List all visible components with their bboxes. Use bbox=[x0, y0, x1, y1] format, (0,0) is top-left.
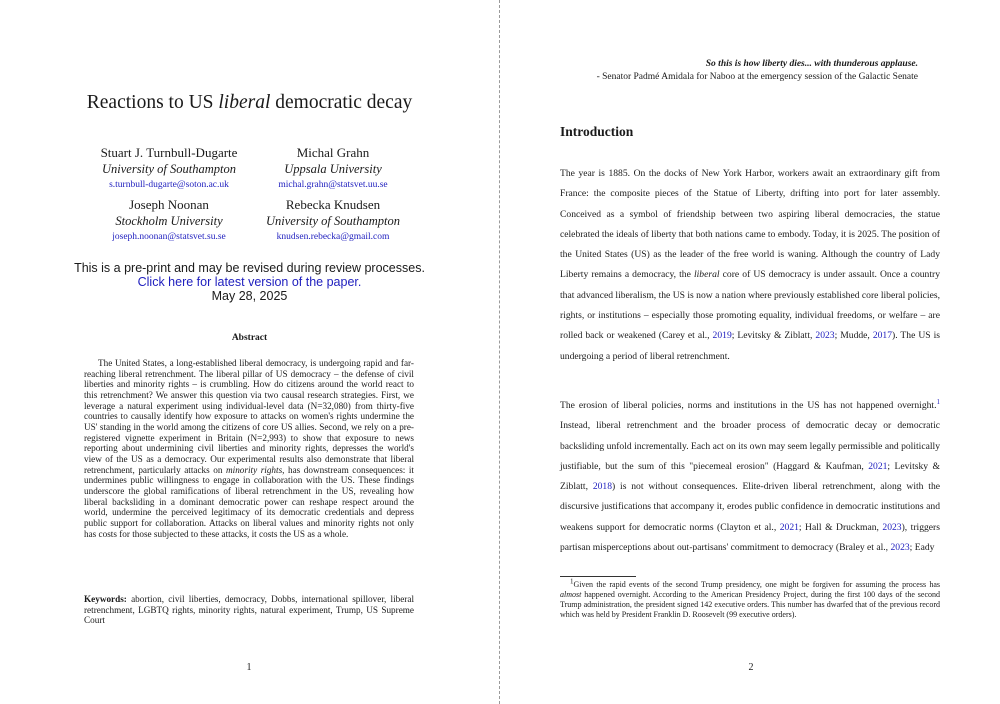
paragraph-text: ; Hall & Druckman, bbox=[798, 521, 883, 533]
epigraph-attribution: - Senator Padmé Amidala for Naboo at the emergency session of the Galactic Senate bbox=[596, 71, 918, 82]
title-italic-word: liberal bbox=[218, 92, 271, 113]
paragraph bbox=[560, 164, 940, 367]
paragraph bbox=[560, 396, 940, 558]
page-number: 2 bbox=[748, 662, 754, 673]
latest-version-link[interactable]: Click here for latest version of the paper. bbox=[137, 275, 362, 289]
author-affiliation: Uppsala University bbox=[284, 162, 382, 176]
footnote-number: 1 bbox=[570, 577, 574, 586]
abstract-text bbox=[84, 358, 414, 539]
paragraph-text: ; Eady bbox=[909, 542, 935, 554]
paragraph-text: ; Mudde, bbox=[834, 330, 873, 342]
abstract-heading: Abstract bbox=[231, 333, 268, 343]
epigraph bbox=[558, 58, 918, 83]
paragraph-text: ; Levitsky & Ziblatt, bbox=[560, 460, 940, 493]
footnote-text: Given the rapid events of the second Trump presidency, one might be forgiven for assuming the process has bbox=[573, 580, 940, 589]
paragraph-text: ; Levitsky & Ziblatt, bbox=[731, 330, 816, 342]
abstract-part: The United States, a long-established liberal democracy, is undergoing rapid and far-reaching liberal retrenchment. The liberal pillar of US democracy – the defense of civil liberties and minority rights – is crumbling. How do citizens around the world react to this retrenchment? We answer this question via two causal research strategies. First, we leverage a natural experiment using individual-level data (N=32,080) from thirty-five countries to causally identify how exposure to attacks on women's rights undermine the US' standing in the world among the citizens of core US allies. Second, we rely on a pre-registered vignette experiment in Britain (N=2,993) to show that exposure to news reporting about undermining civil liberties and minority rights, depresses the world's view of the US as a democracy. Our experimental results also demonstrate that liberal retrenchment, particularly attacks on bbox=[84, 358, 414, 475]
abstract-italic: minority rights bbox=[226, 464, 283, 475]
page-divider bbox=[499, 0, 500, 704]
paragraph-text: ), triggers partisan misperceptions about out-partisans' commitment to democracy (Braley et al., bbox=[560, 521, 940, 554]
footnote-marker[interactable]: 1 bbox=[936, 397, 940, 406]
abstract-part: , has downstream consequences: it undermines public willingness to engage in collaboration with the US. These findings underscore the global ramifications of liberal retrenchment in the US, revealing how liberal backsliding in a dominant democratic power can reshape respect around the world, undermine the perceived legitimacy of its democratic credentials and depress public support for collaboration. Attacks on liberal values and minority rights not only has costs for those subjected to these attacks, it costs the US as a whole. bbox=[84, 464, 414, 539]
preprint-note: This is a pre-print and may be revised during review processes. bbox=[74, 261, 425, 275]
citation-link[interactable]: 2023 bbox=[882, 521, 902, 533]
citation-link[interactable]: 2023 bbox=[815, 330, 835, 342]
author-email-link[interactable]: knudsen.rebecka@gmail.com bbox=[276, 232, 390, 242]
author-name: Stuart J. Turnbull-Dugarte bbox=[100, 145, 238, 160]
keywords bbox=[84, 594, 414, 626]
author-block bbox=[218, 145, 448, 193]
page-number: 1 bbox=[246, 662, 252, 673]
author-email-link[interactable]: s.turnbull-dugarte@soton.ac.uk bbox=[109, 180, 229, 190]
author-email-link[interactable]: joseph.noonan@statsvet.su.se bbox=[112, 232, 226, 242]
author-affiliation: University of Southampton bbox=[101, 162, 236, 176]
citation-link[interactable]: 2019 bbox=[712, 330, 732, 342]
author-name: Rebecka Knudsen bbox=[285, 197, 381, 212]
paragraph-text: Instead, liberal retrenchment and the broader process of democratic decay or democratic backsliding unfold incrementally. Each act on its own may seem legally permissible and politically justifiable, but the sum of this "piecemeal erosion" (Haggard & Kaufman, bbox=[560, 420, 940, 472]
author-name: Joseph Noonan bbox=[129, 197, 209, 212]
citation-link[interactable]: 2021 bbox=[868, 460, 888, 472]
page-1 bbox=[0, 0, 499, 704]
paragraph-text: The erosion of liberal policies, norms and institutions in the US has not happened overnight. bbox=[560, 400, 937, 411]
paragraph-text: ). The US is undergoing a period of liberal retrenchment. bbox=[560, 330, 940, 362]
citation-link[interactable]: 2017 bbox=[872, 330, 892, 342]
paper-title bbox=[0, 92, 499, 114]
title-text-end: democratic decay bbox=[270, 92, 413, 113]
title-text: Reactions to US bbox=[86, 92, 219, 113]
citation-link[interactable]: 2023 bbox=[890, 542, 910, 554]
keywords-label: Keywords: bbox=[84, 594, 127, 604]
footnote-text: happened overnight. According to the American Presidency Project, during the first 100 days of the second Trump administration, the president signed 142 executive orders. This number has dwarfed that of the previous record which was held by President Franklin D. Roosevelt (99 executive orders). bbox=[560, 590, 940, 619]
paragraph-text: ) is not without consequences. Elite-driven liberal retrenchment, along with the discursive justifications that accompany it, erodes public confidence in democratic institutions and weakens support for democratic norms (Clayton et al., bbox=[560, 481, 941, 533]
footnote-italic: almost bbox=[560, 590, 582, 599]
publication-date: May 28, 2025 bbox=[211, 289, 288, 303]
author-name: Michal Grahn bbox=[296, 145, 370, 160]
keywords-list: abortion, civil liberties, democracy, Dobbs, international spillover, liberal retrenchment, LGBTQ rights, minority rights, natural experiment, Trump, US Supreme Court bbox=[84, 594, 414, 626]
citation-link[interactable]: 2021 bbox=[779, 521, 799, 533]
section-heading: Introduction bbox=[560, 124, 634, 139]
author-block bbox=[218, 197, 448, 245]
author-email-link[interactable]: michal.grahn@statsvet.uu.se bbox=[278, 180, 388, 190]
footnote bbox=[560, 577, 940, 620]
page-2 bbox=[502, 0, 1000, 704]
paragraph-text: core of US democracy is under assault. Once a country that advanced liberalism, the US is now a nation where previously established core liberal policies, rights, or institutions – especially those promoting equality, individual freedoms, or welfare – are rolled back or weakened (Carey et al., bbox=[560, 269, 941, 342]
preprint-notice bbox=[0, 261, 499, 303]
author-affiliation: Stockholm University bbox=[115, 214, 223, 228]
author-affiliation: University of Southampton bbox=[265, 214, 400, 228]
epigraph-quote: So this is how liberty dies... with thunderous applause. bbox=[705, 59, 918, 69]
italic-word: liberal bbox=[693, 269, 720, 281]
citation-link[interactable]: 2018 bbox=[592, 481, 612, 493]
paragraph-text: The year is 1885. On the docks of New York Harbor, workers await an extraordinary gift from France: the composite pieces of the Statue of Liberty, drifting into port for later assembly. Conceived as a symbol of friendship between two aspiring liberal democracies, the statue celebrated the ideals of liberty that both nations came to embody. Today, it is 2025. The position of the United States (US) as the leader of the free world is waning. Although the country of Lady Liberty remains a democracy, the bbox=[560, 168, 940, 281]
